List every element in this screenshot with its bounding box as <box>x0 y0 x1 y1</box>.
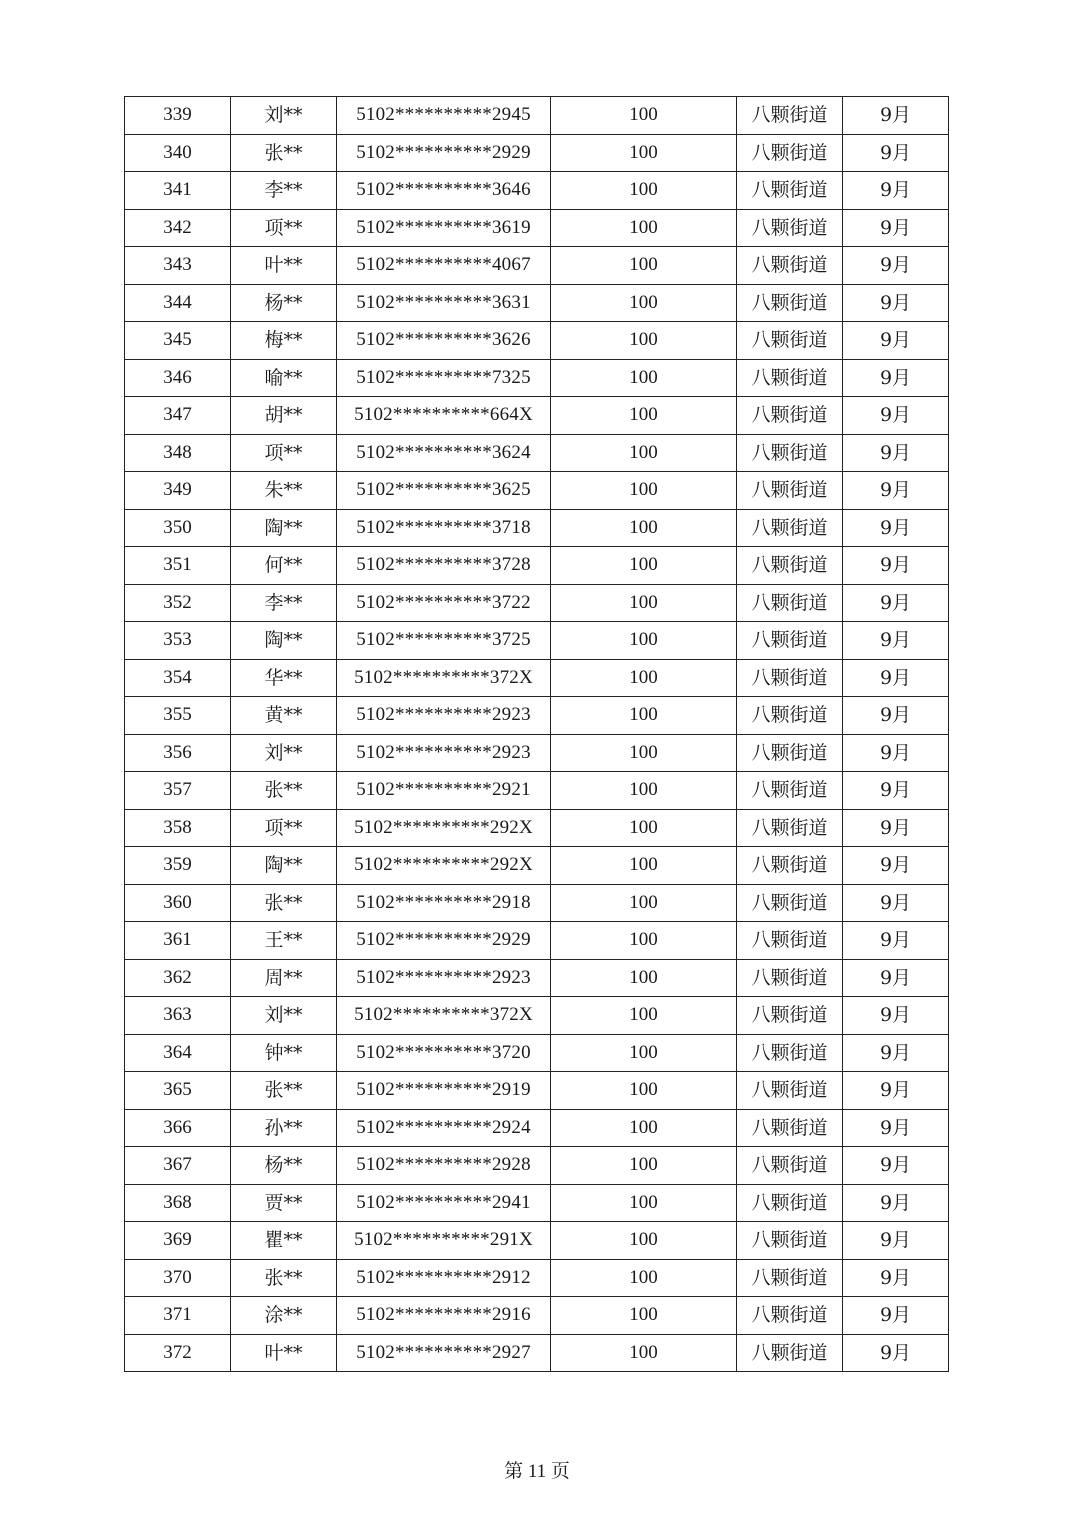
table-row <box>125 1222 949 1260</box>
table-row <box>125 547 949 585</box>
month-cell: 9月 <box>843 997 949 1035</box>
street-cell: 八颗街道 <box>737 734 843 772</box>
amount-cell: 100 <box>551 847 737 885</box>
amount-cell: 100 <box>551 322 737 360</box>
table-row <box>125 772 949 810</box>
id-number-cell: 5102**********3631 <box>337 284 551 322</box>
serial-number-cell: 352 <box>125 584 231 622</box>
amount-cell: 100 <box>551 1034 737 1072</box>
street-cell: 八颗街道 <box>737 809 843 847</box>
id-number-cell: 5102**********2924 <box>337 1109 551 1147</box>
street-cell: 八颗街道 <box>737 209 843 247</box>
id-number-cell: 5102**********2923 <box>337 734 551 772</box>
table-row <box>125 134 949 172</box>
street-cell: 八颗街道 <box>737 772 843 810</box>
amount-cell: 100 <box>551 359 737 397</box>
table-row <box>125 247 949 285</box>
month-cell: 9月 <box>843 1072 949 1110</box>
serial-number-cell: 353 <box>125 622 231 660</box>
id-number-cell: 5102**********4067 <box>337 247 551 285</box>
street-cell: 八颗街道 <box>737 1034 843 1072</box>
name-cell: 何** <box>231 547 337 585</box>
id-number-cell: 5102**********3619 <box>337 209 551 247</box>
name-cell: 刘** <box>231 997 337 1035</box>
table-row <box>125 1334 949 1372</box>
table-row <box>125 809 949 847</box>
serial-number-cell: 369 <box>125 1222 231 1260</box>
amount-cell: 100 <box>551 172 737 210</box>
amount-cell: 100 <box>551 97 737 135</box>
id-number-cell: 5102**********2912 <box>337 1259 551 1297</box>
serial-number-cell: 367 <box>125 1147 231 1185</box>
table-row <box>125 847 949 885</box>
name-cell: 张** <box>231 884 337 922</box>
name-cell: 刘** <box>231 734 337 772</box>
serial-number-cell: 359 <box>125 847 231 885</box>
month-cell: 9月 <box>843 772 949 810</box>
name-cell: 孙** <box>231 1109 337 1147</box>
amount-cell: 100 <box>551 959 737 997</box>
street-cell: 八颗街道 <box>737 997 843 1035</box>
table-row <box>125 172 949 210</box>
month-cell: 9月 <box>843 1222 949 1260</box>
month-cell: 9月 <box>843 1184 949 1222</box>
table-row <box>125 884 949 922</box>
street-cell: 八颗街道 <box>737 584 843 622</box>
serial-number-cell: 364 <box>125 1034 231 1072</box>
id-number-cell: 5102**********2916 <box>337 1297 551 1335</box>
street-cell: 八颗街道 <box>737 359 843 397</box>
roster-sheet <box>124 96 948 1372</box>
amount-cell: 100 <box>551 1259 737 1297</box>
month-cell: 9月 <box>843 659 949 697</box>
name-cell: 张** <box>231 134 337 172</box>
amount-cell: 100 <box>551 772 737 810</box>
id-number-cell: 5102**********2929 <box>337 134 551 172</box>
amount-cell: 100 <box>551 1072 737 1110</box>
street-cell: 八颗街道 <box>737 284 843 322</box>
serial-number-cell: 357 <box>125 772 231 810</box>
street-cell: 八颗街道 <box>737 697 843 735</box>
amount-cell: 100 <box>551 1109 737 1147</box>
amount-cell: 100 <box>551 472 737 510</box>
amount-cell: 100 <box>551 247 737 285</box>
serial-number-cell: 347 <box>125 397 231 435</box>
amount-cell: 100 <box>551 1222 737 1260</box>
month-cell: 9月 <box>843 247 949 285</box>
month-cell: 9月 <box>843 97 949 135</box>
month-cell: 9月 <box>843 622 949 660</box>
month-cell: 9月 <box>843 847 949 885</box>
name-cell: 朱** <box>231 472 337 510</box>
amount-cell: 100 <box>551 622 737 660</box>
id-number-cell: 5102**********292X <box>337 847 551 885</box>
street-cell: 八颗街道 <box>737 1109 843 1147</box>
id-number-cell: 5102**********3720 <box>337 1034 551 1072</box>
id-number-cell: 5102**********3725 <box>337 622 551 660</box>
name-cell: 项** <box>231 209 337 247</box>
name-cell: 张** <box>231 1259 337 1297</box>
amount-cell: 100 <box>551 547 737 585</box>
serial-number-cell: 340 <box>125 134 231 172</box>
id-number-cell: 5102**********3646 <box>337 172 551 210</box>
month-cell: 9月 <box>843 697 949 735</box>
table-row <box>125 959 949 997</box>
name-cell: 陶** <box>231 622 337 660</box>
name-cell: 钟** <box>231 1034 337 1072</box>
street-cell: 八颗街道 <box>737 509 843 547</box>
month-cell: 9月 <box>843 884 949 922</box>
amount-cell: 100 <box>551 1334 737 1372</box>
serial-number-cell: 349 <box>125 472 231 510</box>
amount-cell: 100 <box>551 884 737 922</box>
id-number-cell: 5102**********2929 <box>337 922 551 960</box>
month-cell: 9月 <box>843 1034 949 1072</box>
serial-number-cell: 363 <box>125 997 231 1035</box>
id-number-cell: 5102**********7325 <box>337 359 551 397</box>
id-number-cell: 5102**********2945 <box>337 97 551 135</box>
amount-cell: 100 <box>551 209 737 247</box>
month-cell: 9月 <box>843 1147 949 1185</box>
month-cell: 9月 <box>843 284 949 322</box>
street-cell: 八颗街道 <box>737 1184 843 1222</box>
table-row <box>125 1297 949 1335</box>
id-number-cell: 5102**********3625 <box>337 472 551 510</box>
month-cell: 9月 <box>843 397 949 435</box>
amount-cell: 100 <box>551 734 737 772</box>
table-row <box>125 397 949 435</box>
name-cell: 喻** <box>231 359 337 397</box>
id-number-cell: 5102**********2918 <box>337 884 551 922</box>
id-number-cell: 5102**********292X <box>337 809 551 847</box>
id-number-cell: 5102**********2941 <box>337 1184 551 1222</box>
serial-number-cell: 361 <box>125 922 231 960</box>
serial-number-cell: 341 <box>125 172 231 210</box>
id-number-cell: 5102**********372X <box>337 997 551 1035</box>
name-cell: 张** <box>231 1072 337 1110</box>
street-cell: 八颗街道 <box>737 547 843 585</box>
month-cell: 9月 <box>843 809 949 847</box>
month-cell: 9月 <box>843 172 949 210</box>
roster-table-body <box>125 97 949 1372</box>
table-row <box>125 697 949 735</box>
id-number-cell: 5102**********3624 <box>337 434 551 472</box>
table-row <box>125 1147 949 1185</box>
roster-table <box>124 96 949 1372</box>
month-cell: 9月 <box>843 1259 949 1297</box>
month-cell: 9月 <box>843 1109 949 1147</box>
street-cell: 八颗街道 <box>737 172 843 210</box>
name-cell: 张** <box>231 772 337 810</box>
serial-number-cell: 368 <box>125 1184 231 1222</box>
name-cell: 周** <box>231 959 337 997</box>
serial-number-cell: 348 <box>125 434 231 472</box>
name-cell: 杨** <box>231 284 337 322</box>
id-number-cell: 5102**********372X <box>337 659 551 697</box>
serial-number-cell: 360 <box>125 884 231 922</box>
table-row <box>125 1034 949 1072</box>
table-row <box>125 584 949 622</box>
id-number-cell: 5102**********3722 <box>337 584 551 622</box>
serial-number-cell: 343 <box>125 247 231 285</box>
street-cell: 八颗街道 <box>737 1297 843 1335</box>
serial-number-cell: 354 <box>125 659 231 697</box>
id-number-cell: 5102**********291X <box>337 1222 551 1260</box>
table-row <box>125 434 949 472</box>
month-cell: 9月 <box>843 734 949 772</box>
serial-number-cell: 358 <box>125 809 231 847</box>
serial-number-cell: 351 <box>125 547 231 585</box>
serial-number-cell: 362 <box>125 959 231 997</box>
month-cell: 9月 <box>843 434 949 472</box>
amount-cell: 100 <box>551 397 737 435</box>
name-cell: 胡** <box>231 397 337 435</box>
table-row <box>125 509 949 547</box>
street-cell: 八颗街道 <box>737 922 843 960</box>
street-cell: 八颗街道 <box>737 622 843 660</box>
table-row <box>125 97 949 135</box>
month-cell: 9月 <box>843 584 949 622</box>
amount-cell: 100 <box>551 284 737 322</box>
street-cell: 八颗街道 <box>737 1334 843 1372</box>
serial-number-cell: 366 <box>125 1109 231 1147</box>
name-cell: 陶** <box>231 509 337 547</box>
street-cell: 八颗街道 <box>737 847 843 885</box>
amount-cell: 100 <box>551 434 737 472</box>
name-cell: 贾** <box>231 1184 337 1222</box>
name-cell: 黄** <box>231 697 337 735</box>
amount-cell: 100 <box>551 809 737 847</box>
amount-cell: 100 <box>551 697 737 735</box>
serial-number-cell: 371 <box>125 1297 231 1335</box>
id-number-cell: 5102**********2927 <box>337 1334 551 1372</box>
id-number-cell: 5102**********3728 <box>337 547 551 585</box>
serial-number-cell: 346 <box>125 359 231 397</box>
amount-cell: 100 <box>551 997 737 1035</box>
serial-number-cell: 365 <box>125 1072 231 1110</box>
name-cell: 项** <box>231 434 337 472</box>
amount-cell: 100 <box>551 922 737 960</box>
id-number-cell: 5102**********2921 <box>337 772 551 810</box>
id-number-cell: 5102**********664X <box>337 397 551 435</box>
amount-cell: 100 <box>551 659 737 697</box>
month-cell: 9月 <box>843 322 949 360</box>
name-cell: 刘** <box>231 97 337 135</box>
month-cell: 9月 <box>843 134 949 172</box>
table-row <box>125 472 949 510</box>
month-cell: 9月 <box>843 959 949 997</box>
id-number-cell: 5102**********2919 <box>337 1072 551 1110</box>
id-number-cell: 5102**********2923 <box>337 959 551 997</box>
table-row <box>125 734 949 772</box>
month-cell: 9月 <box>843 1334 949 1372</box>
serial-number-cell: 344 <box>125 284 231 322</box>
street-cell: 八颗街道 <box>737 659 843 697</box>
street-cell: 八颗街道 <box>737 247 843 285</box>
id-number-cell: 5102**********2928 <box>337 1147 551 1185</box>
street-cell: 八颗街道 <box>737 1072 843 1110</box>
month-cell: 9月 <box>843 547 949 585</box>
table-row <box>125 322 949 360</box>
serial-number-cell: 342 <box>125 209 231 247</box>
amount-cell: 100 <box>551 1147 737 1185</box>
street-cell: 八颗街道 <box>737 134 843 172</box>
month-cell: 9月 <box>843 922 949 960</box>
name-cell: 李** <box>231 172 337 210</box>
serial-number-cell: 356 <box>125 734 231 772</box>
street-cell: 八颗街道 <box>737 959 843 997</box>
table-row <box>125 359 949 397</box>
table-row <box>125 997 949 1035</box>
amount-cell: 100 <box>551 1184 737 1222</box>
serial-number-cell: 355 <box>125 697 231 735</box>
table-row <box>125 1109 949 1147</box>
table-row <box>125 659 949 697</box>
amount-cell: 100 <box>551 509 737 547</box>
street-cell: 八颗街道 <box>737 1222 843 1260</box>
id-number-cell: 5102**********2923 <box>337 697 551 735</box>
street-cell: 八颗街道 <box>737 322 843 360</box>
month-cell: 9月 <box>843 209 949 247</box>
street-cell: 八颗街道 <box>737 397 843 435</box>
amount-cell: 100 <box>551 584 737 622</box>
name-cell: 陶** <box>231 847 337 885</box>
serial-number-cell: 345 <box>125 322 231 360</box>
table-row <box>125 284 949 322</box>
serial-number-cell: 370 <box>125 1259 231 1297</box>
name-cell: 梅** <box>231 322 337 360</box>
street-cell: 八颗街道 <box>737 97 843 135</box>
serial-number-cell: 350 <box>125 509 231 547</box>
name-cell: 叶** <box>231 1334 337 1372</box>
table-row <box>125 1072 949 1110</box>
table-row <box>125 622 949 660</box>
amount-cell: 100 <box>551 1297 737 1335</box>
street-cell: 八颗街道 <box>737 472 843 510</box>
street-cell: 八颗街道 <box>737 434 843 472</box>
serial-number-cell: 339 <box>125 97 231 135</box>
table-row <box>125 922 949 960</box>
name-cell: 杨** <box>231 1147 337 1185</box>
month-cell: 9月 <box>843 509 949 547</box>
name-cell: 涂** <box>231 1297 337 1335</box>
name-cell: 叶** <box>231 247 337 285</box>
street-cell: 八颗街道 <box>737 1259 843 1297</box>
page-number: 第 11 页 <box>504 1461 570 1482</box>
name-cell: 项** <box>231 809 337 847</box>
table-row <box>125 209 949 247</box>
name-cell: 王** <box>231 922 337 960</box>
street-cell: 八颗街道 <box>737 884 843 922</box>
name-cell: 李** <box>231 584 337 622</box>
table-row <box>125 1259 949 1297</box>
month-cell: 9月 <box>843 359 949 397</box>
month-cell: 9月 <box>843 472 949 510</box>
serial-number-cell: 372 <box>125 1334 231 1372</box>
id-number-cell: 5102**********3718 <box>337 509 551 547</box>
month-cell: 9月 <box>843 1297 949 1335</box>
table-row <box>125 1184 949 1222</box>
name-cell: 瞿** <box>231 1222 337 1260</box>
street-cell: 八颗街道 <box>737 1147 843 1185</box>
amount-cell: 100 <box>551 134 737 172</box>
name-cell: 华** <box>231 659 337 697</box>
id-number-cell: 5102**********3626 <box>337 322 551 360</box>
